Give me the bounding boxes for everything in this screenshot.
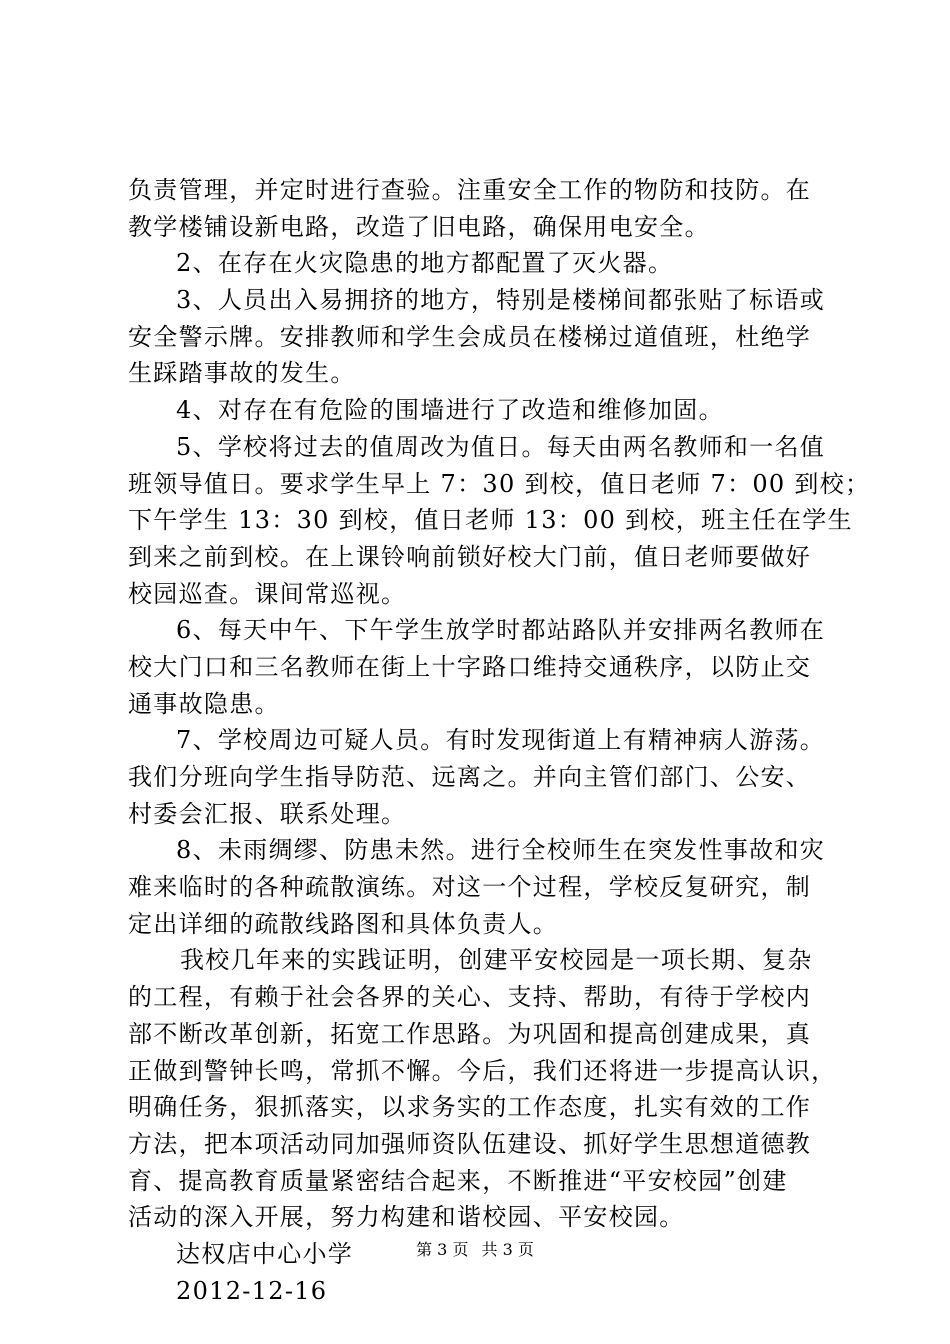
document-body bbox=[128, 172, 871, 1309]
text-line: 2、在存在火灾隐患的地方都配置了灭火器。 bbox=[176, 249, 674, 278]
text-line: 我们分班向学生指导防范、远离之。并向主管们部门、公安、 bbox=[128, 763, 812, 791]
page-number: 第 3 页 bbox=[416, 1240, 469, 1259]
text-line: 班领导值日。要求学生早上 7：30 到校，值日老师 7：00 到校； bbox=[128, 469, 871, 498]
text-line: 校大门口和三名教师在街上十字路口维持交通秩序，以防止交 bbox=[128, 652, 812, 681]
text-line: 难来临时的各种疏散演练。对这一个过程，学校反复研究，制 bbox=[128, 873, 812, 902]
text-line: 明确任务，狠抓落实，以求务实的工作态度，扎实有效的工作 bbox=[128, 1093, 812, 1122]
text-line: 我校几年来的实践证明，创建平安校园是一项长期、复杂 bbox=[180, 946, 813, 975]
text-line: 8、未雨绸缪、防患未然。进行全校师生在突发性事故和灾 bbox=[176, 836, 826, 865]
total-pages: 共 3 页 bbox=[481, 1240, 534, 1259]
text-line: 村委会汇报、联系处理。 bbox=[128, 799, 407, 828]
text-line: 下午学生 13：30 到校，值日老师 13：00 到校，班主任在学生 bbox=[128, 506, 853, 535]
text-line: 教学楼铺设新电路，改造了旧电路，确保用电安全。 bbox=[128, 212, 710, 241]
text-line: 7、学校周边可疑人员。有时发现街道上有精神病人游荡。 bbox=[176, 726, 826, 755]
page-footer bbox=[0, 1240, 950, 1260]
text-line: 3、人员出入易拥挤的地方，特别是楼梯间都张贴了标语或 bbox=[176, 286, 826, 315]
text-line: 校园巡查。课间常巡视。 bbox=[128, 579, 407, 608]
signature-line: 达权店中心小学 bbox=[176, 1239, 354, 1268]
text-line: 部不断改革创新，拓宽工作思路。为巩固和提高创建成果，真 bbox=[128, 1019, 812, 1048]
text-line: 到来之前到校。在上课铃响前锁好校大门前，值日老师要做好 bbox=[128, 542, 812, 571]
text-line: 6、每天中午、下午学生放学时都站路队并安排两名教师在 bbox=[176, 616, 826, 645]
text-line: 方法，把本项活动同加强师资队伍建设、抓好学生思想道德教 bbox=[128, 1129, 812, 1158]
text-line: 安全警示牌。安排教师和学生会成员在楼梯过道值班，杜绝学 bbox=[128, 322, 812, 351]
text-line: 通事故隐患。 bbox=[128, 689, 280, 718]
text-line: 定出详细的疏散线路图和具体负责人。 bbox=[128, 909, 559, 938]
text-line: 负责管理，并定时进行查验。注重安全工作的物防和技防。在 bbox=[128, 176, 812, 204]
text-line: 育、提高教育质量紧密结合起来，不断推进“平安校园”创建 bbox=[128, 1166, 788, 1195]
text-line: 5、学校将过去的值周改为值日。每天由两名教师和一名值 bbox=[176, 432, 826, 461]
date-line: 2012-12-16 bbox=[176, 1276, 328, 1305]
text-line: 正做到警钟长鸣，常抓不懈。今后，我们还将进一步提高认识， bbox=[128, 1056, 837, 1085]
text-line: 4、对存在有危险的围墙进行了改造和维修加固。 bbox=[176, 396, 724, 425]
text-line: 生踩踏事故的发生。 bbox=[128, 359, 356, 388]
text-line: 的工程，有赖于社会各界的关心、支持、帮助，有待于学校内 bbox=[128, 983, 812, 1012]
text-line: 活动的深入开展，努力构建和谐校园、平安校园。 bbox=[128, 1203, 685, 1232]
